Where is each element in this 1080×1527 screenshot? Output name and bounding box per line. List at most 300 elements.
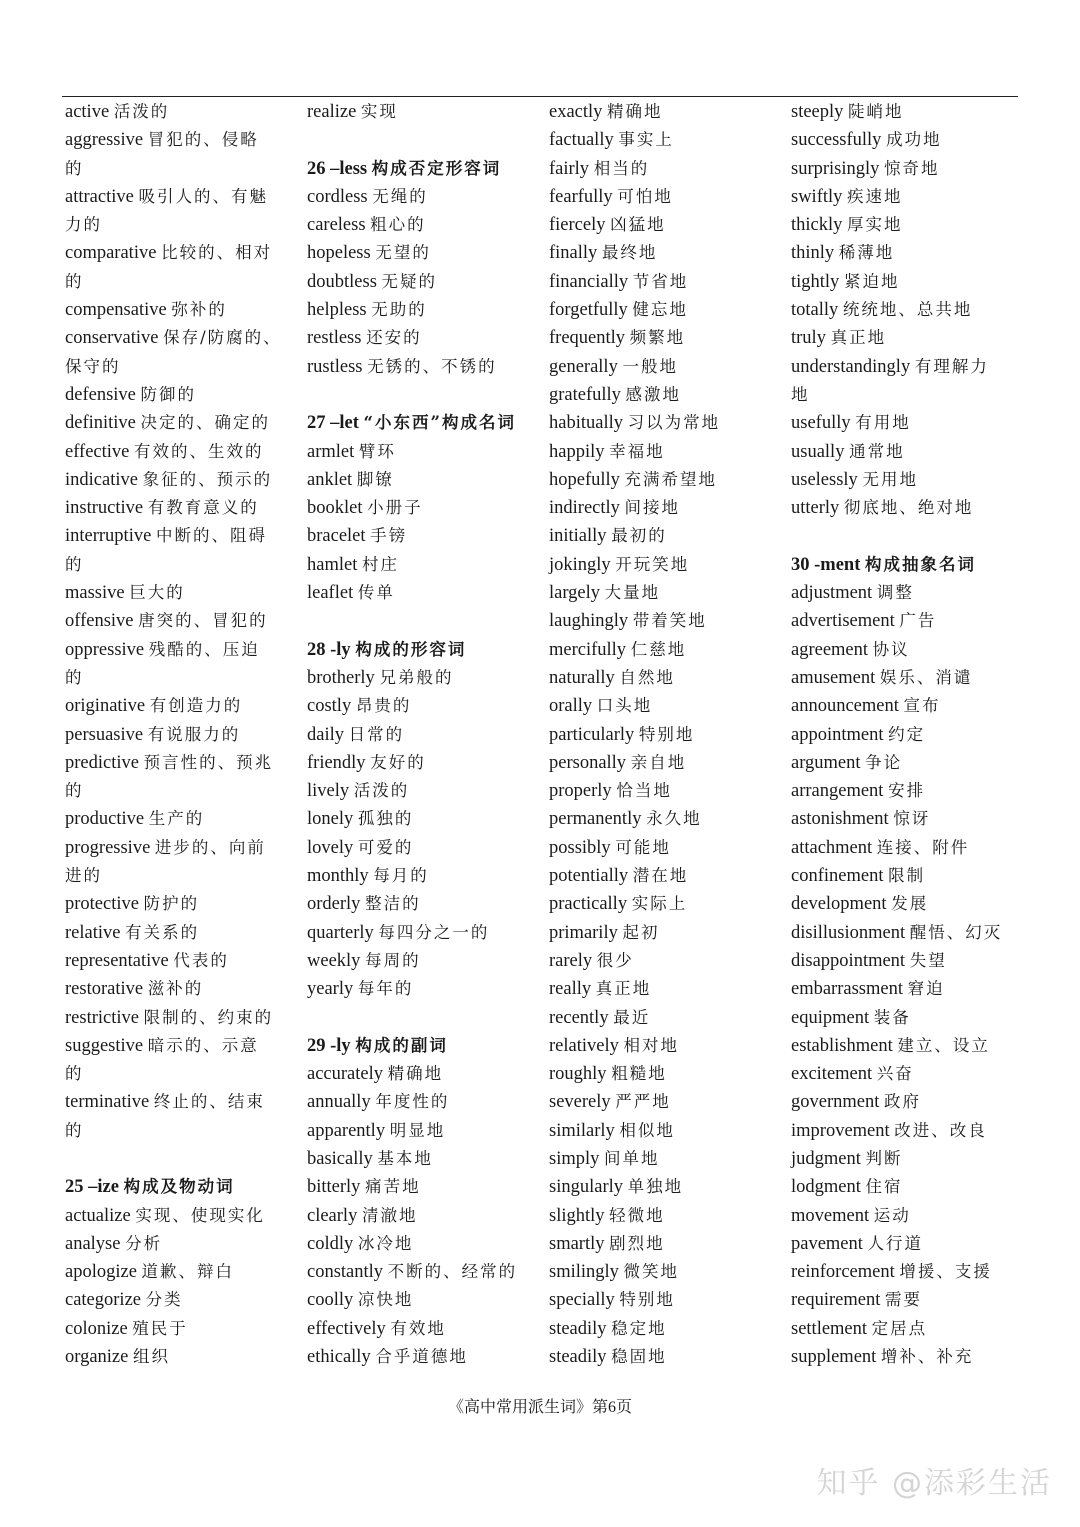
word-entry — [65, 1286, 301, 1314]
english-word: argument — [791, 752, 861, 773]
english-word: fairly — [549, 158, 590, 179]
english-word: defensive — [65, 384, 136, 405]
word-entry — [791, 664, 1023, 692]
entry-continuation — [65, 353, 301, 381]
chinese-meaning: 无疑的 — [381, 271, 438, 291]
chinese-meaning: 残酷的、压迫 — [148, 639, 260, 659]
english-word: properly — [549, 781, 612, 802]
word-entry — [791, 324, 1023, 352]
word-entry — [791, 1315, 1023, 1343]
english-word: effectively — [307, 1318, 386, 1339]
word-entry — [307, 494, 543, 522]
word-entry — [549, 98, 785, 126]
word-entry — [549, 890, 785, 918]
chinese-meaning: 剧烈地 — [609, 1233, 665, 1253]
chinese-meaning: 事实上 — [618, 130, 674, 150]
chinese-meaning: 口头地 — [596, 696, 653, 716]
english-word: astonishment — [791, 809, 889, 830]
section-title: 构成及物动词 — [123, 1177, 235, 1197]
entry-continuation — [65, 1060, 301, 1088]
column-3 — [549, 98, 785, 1371]
chinese-meaning: 约定 — [888, 724, 926, 744]
word-entry — [65, 834, 301, 862]
section-title: 构成的形容词 — [355, 639, 467, 659]
word-entry — [307, 805, 543, 833]
word-entry — [549, 353, 785, 381]
word-entry — [307, 664, 543, 692]
english-word: surprisingly — [791, 158, 880, 179]
word-entry — [549, 381, 785, 409]
word-entry — [791, 296, 1023, 324]
word-entry — [791, 692, 1023, 720]
english-word: categorize — [65, 1290, 141, 1311]
english-word: possibly — [549, 837, 611, 858]
chinese-meaning: 无锈的、不锈的 — [367, 356, 497, 376]
word-entry — [65, 98, 301, 126]
english-word: conservative — [65, 328, 159, 349]
word-entry — [549, 1202, 785, 1230]
word-entry — [65, 721, 301, 749]
word-entry — [549, 239, 785, 267]
word-entry — [307, 1286, 543, 1314]
word-entry — [307, 239, 543, 267]
english-word: clearly — [307, 1205, 358, 1226]
english-word: brotherly — [307, 667, 375, 688]
chinese-meaning: 娱乐、消谴 — [879, 667, 973, 687]
english-word: agreement — [791, 639, 869, 660]
chinese-meaning: 兄弟般的 — [379, 667, 454, 687]
chinese-meaning: 弥补的 — [171, 300, 227, 320]
chinese-meaning: 基本地 — [377, 1148, 433, 1168]
top-rule — [62, 96, 1018, 97]
english-word: settlement — [791, 1318, 868, 1339]
chinese-meaning: 限制 — [888, 866, 926, 886]
chinese-meaning: 有用地 — [855, 413, 911, 433]
word-entry — [65, 1258, 301, 1286]
english-word: understandingly — [791, 356, 911, 377]
word-entry — [549, 607, 785, 635]
section-number: 26 –less — [307, 158, 368, 179]
chinese-meaning: 争论 — [865, 752, 903, 772]
chinese-meaning: 臂环 — [358, 441, 396, 461]
section-heading — [65, 1173, 301, 1201]
english-word: careless — [307, 215, 366, 236]
blank-line — [307, 1004, 543, 1032]
chinese-meaning: 还安的 — [366, 328, 422, 348]
english-word: successfully — [791, 130, 882, 151]
chinese-meaning: 地 — [791, 384, 810, 404]
chinese-meaning: 习以为常地 — [627, 413, 721, 433]
word-entry — [65, 438, 301, 466]
word-entry — [65, 1343, 301, 1371]
english-word: bitterly — [307, 1177, 361, 1198]
word-entry — [307, 438, 543, 466]
english-word: originative — [65, 696, 146, 717]
chinese-meaning: 的 — [65, 158, 84, 178]
word-entry — [549, 834, 785, 862]
english-word: largely — [549, 583, 601, 604]
chinese-meaning: 感激地 — [625, 384, 682, 404]
chinese-meaning: 自然地 — [619, 667, 675, 687]
word-entry — [549, 862, 785, 890]
word-entry — [65, 579, 301, 607]
english-word: reinforcement — [791, 1262, 895, 1283]
chinese-meaning: 微笑地 — [623, 1262, 680, 1282]
word-entry — [65, 1032, 301, 1060]
word-entry — [549, 1117, 785, 1145]
word-entry — [65, 494, 301, 522]
chinese-meaning: 凶猛地 — [610, 215, 666, 235]
word-entry — [549, 1315, 785, 1343]
word-entry — [791, 975, 1023, 1003]
section-number: 30 -ment — [791, 554, 861, 575]
chinese-meaning: 村庄 — [361, 554, 399, 574]
english-word: coldly — [307, 1233, 354, 1254]
chinese-meaning: 清澈地 — [361, 1205, 418, 1225]
english-word: primarily — [549, 922, 618, 943]
english-word: movement — [791, 1205, 870, 1226]
chinese-meaning: 每月的 — [373, 866, 429, 886]
word-entry — [549, 1088, 785, 1116]
chinese-meaning: 大量地 — [604, 583, 661, 603]
chinese-meaning: 一般地 — [622, 356, 678, 376]
blank-line — [307, 381, 543, 409]
chinese-meaning: 惊奇地 — [884, 158, 940, 178]
chinese-meaning: 定居点 — [871, 1318, 928, 1338]
word-entry — [791, 890, 1023, 918]
english-word: factually — [549, 130, 614, 151]
blank-line — [791, 522, 1023, 550]
chinese-meaning: 调整 — [876, 583, 914, 603]
chinese-meaning: 充满希望地 — [624, 469, 718, 489]
english-word: offensive — [65, 611, 134, 632]
chinese-meaning: 间接地 — [624, 498, 681, 518]
english-word: hamlet — [307, 554, 358, 575]
english-word: smilingly — [549, 1262, 619, 1283]
chinese-meaning: 进步的、向前 — [154, 837, 266, 857]
chinese-meaning: 暗示的、示意 — [147, 1035, 259, 1055]
chinese-meaning: 恰当地 — [616, 781, 672, 801]
english-word: relative — [65, 922, 121, 943]
chinese-meaning: 殖民于 — [132, 1318, 188, 1338]
chinese-meaning: 进的 — [65, 866, 102, 886]
english-word: hopeless — [307, 243, 371, 264]
english-word: thickly — [791, 215, 843, 236]
word-entry — [549, 1286, 785, 1314]
chinese-meaning: 疾速地 — [847, 186, 903, 206]
english-word: truly — [791, 328, 826, 349]
english-word: mercifully — [549, 639, 627, 660]
english-word: friendly — [307, 752, 366, 773]
page-footer: 《高中常用派生词》第6页 — [447, 1399, 632, 1416]
chinese-meaning: 连接、附件 — [876, 837, 970, 857]
english-word: similarly — [549, 1120, 615, 1141]
word-entry — [791, 268, 1023, 296]
chinese-meaning: 增援、支援 — [899, 1262, 992, 1282]
column-2 — [307, 98, 543, 1371]
english-word: fearfully — [549, 186, 613, 207]
word-entry — [791, 1004, 1023, 1032]
word-entry — [307, 777, 543, 805]
english-word: helpless — [307, 300, 367, 321]
chinese-meaning: 兴奋 — [876, 1064, 914, 1084]
chinese-meaning: 成功地 — [886, 130, 942, 150]
word-entry — [791, 98, 1023, 126]
word-entry — [307, 183, 543, 211]
word-entry — [791, 862, 1023, 890]
english-word: government — [791, 1092, 880, 1113]
chinese-meaning: 每四分之一的 — [378, 922, 490, 942]
word-entry — [307, 522, 543, 550]
word-entry — [791, 1060, 1023, 1088]
word-entry — [307, 834, 543, 862]
chinese-meaning: 特别地 — [619, 1290, 675, 1310]
english-word: requirement — [791, 1290, 881, 1311]
word-entry — [549, 1343, 785, 1371]
english-word: announcement — [791, 696, 899, 717]
english-word: bracelet — [307, 526, 366, 547]
chinese-meaning: 特别地 — [638, 724, 695, 744]
chinese-meaning: 很少 — [596, 950, 634, 970]
chinese-meaning: 分类 — [145, 1290, 183, 1310]
english-word: oppressive — [65, 639, 145, 660]
chinese-meaning: 相似地 — [619, 1120, 675, 1140]
word-entry — [307, 1343, 543, 1371]
chinese-meaning: 无用地 — [862, 469, 918, 489]
english-word: orally — [549, 696, 593, 717]
chinese-meaning: 起初 — [622, 922, 660, 942]
chinese-meaning: 代表的 — [173, 950, 229, 970]
word-entry — [65, 1202, 301, 1230]
chinese-meaning: 有创造力的 — [149, 696, 243, 716]
chinese-meaning: 健忘地 — [632, 300, 688, 320]
chinese-meaning: 组织 — [132, 1347, 170, 1367]
english-word: recently — [549, 1007, 609, 1028]
chinese-meaning: 广告 — [899, 611, 937, 631]
chinese-meaning: 政府 — [884, 1092, 921, 1112]
chinese-meaning: 通常地 — [849, 441, 905, 461]
entry-continuation — [65, 1117, 301, 1145]
word-entry — [307, 947, 543, 975]
word-entry — [65, 890, 301, 918]
chinese-meaning: 仁慈地 — [630, 639, 687, 659]
word-entry — [791, 1173, 1023, 1201]
english-word: thinly — [791, 243, 835, 264]
word-entry — [65, 1004, 301, 1032]
word-entry — [65, 919, 301, 947]
word-entry — [65, 805, 301, 833]
chinese-meaning: 的 — [65, 554, 84, 574]
section-heading — [307, 409, 543, 437]
chinese-meaning: 亲自地 — [630, 752, 687, 772]
chinese-meaning: 滋补的 — [147, 979, 204, 999]
chinese-meaning: 无助的 — [371, 300, 427, 320]
chinese-meaning: 紧迫地 — [843, 271, 900, 291]
word-entry — [65, 947, 301, 975]
english-word: steadily — [549, 1318, 607, 1339]
english-word: naturally — [549, 667, 615, 688]
chinese-meaning: 最终地 — [601, 243, 658, 263]
entry-continuation — [65, 551, 301, 579]
word-entry — [791, 438, 1023, 466]
word-entry — [65, 466, 301, 494]
word-entry — [307, 721, 543, 749]
chinese-meaning: 可爱的 — [357, 837, 414, 857]
entry-continuation — [65, 268, 301, 296]
english-word: accurately — [307, 1064, 383, 1085]
word-entry — [307, 296, 543, 324]
word-entry — [791, 607, 1023, 635]
chinese-meaning: 窘迫 — [907, 979, 945, 999]
english-word: pavement — [791, 1233, 863, 1254]
english-word: lodgment — [791, 1177, 861, 1198]
english-word: anklet — [307, 469, 353, 490]
chinese-meaning: 可怕地 — [617, 186, 673, 206]
chinese-meaning: 轻微地 — [609, 1205, 665, 1225]
english-word: quarterly — [307, 922, 374, 943]
english-word: improvement — [791, 1120, 890, 1141]
english-word: appointment — [791, 724, 884, 745]
word-entry — [549, 1145, 785, 1173]
section-number: 29 -ly — [307, 1035, 351, 1056]
chinese-meaning: 凉快地 — [357, 1290, 414, 1310]
english-word: equipment — [791, 1007, 870, 1028]
english-word: comparative — [65, 243, 157, 264]
english-word: swiftly — [791, 186, 843, 207]
english-word: colonize — [65, 1318, 128, 1339]
chinese-meaning: 巨大的 — [129, 583, 185, 603]
section-number: 27 –let — [307, 413, 359, 434]
word-entry — [549, 777, 785, 805]
english-word: frequently — [549, 328, 626, 349]
word-entry — [791, 1117, 1023, 1145]
word-entry — [791, 211, 1023, 239]
english-word: amusement — [791, 667, 876, 688]
english-word: slightly — [549, 1205, 605, 1226]
section-title: “小东西”构成名词 — [363, 413, 516, 433]
word-entry — [307, 1088, 543, 1116]
chinese-meaning: 建立、设立 — [897, 1035, 990, 1055]
english-word: attractive — [65, 186, 134, 207]
word-entry — [307, 211, 543, 239]
english-word: specially — [549, 1290, 615, 1311]
english-word: uselessly — [791, 469, 858, 490]
english-word: massive — [65, 583, 125, 604]
english-word: organize — [65, 1347, 129, 1368]
chinese-meaning: 有说服力的 — [147, 724, 241, 744]
word-entry — [791, 494, 1023, 522]
chinese-meaning: 频繁地 — [629, 328, 686, 348]
chinese-meaning: 无绳的 — [372, 186, 428, 206]
word-entry — [65, 607, 301, 635]
english-word: definitive — [65, 413, 136, 434]
word-entry — [549, 947, 785, 975]
section-title: 构成否定形容词 — [371, 158, 502, 178]
chinese-meaning: 终止的、结束 — [153, 1092, 265, 1112]
word-entry — [549, 721, 785, 749]
blank-line — [307, 126, 543, 154]
word-entry — [549, 636, 785, 664]
word-entry — [791, 1202, 1023, 1230]
word-entry — [791, 353, 1023, 381]
column-1 — [65, 98, 301, 1371]
chinese-meaning: 失望 — [909, 950, 947, 970]
chinese-meaning: 发展 — [891, 894, 929, 914]
chinese-meaning: 节省地 — [632, 271, 689, 291]
chinese-meaning: 严严地 — [615, 1092, 671, 1112]
chinese-meaning: 相对地 — [623, 1035, 679, 1055]
word-entry — [307, 324, 543, 352]
word-entry — [307, 1315, 543, 1343]
chinese-meaning: 粗心的 — [370, 215, 426, 235]
english-word: terminative — [65, 1092, 150, 1113]
chinese-meaning: 预言性的、预兆 — [143, 752, 274, 772]
english-word: cordless — [307, 186, 368, 207]
chinese-meaning: 安排 — [888, 781, 926, 801]
english-word: analyse — [65, 1233, 121, 1254]
chinese-meaning: 改进、改良 — [894, 1120, 987, 1140]
chinese-meaning: 开玩笑地 — [615, 554, 690, 574]
english-word: severely — [549, 1092, 611, 1113]
chinese-meaning: 手镑 — [370, 526, 408, 546]
english-word: leaflet — [307, 583, 354, 604]
chinese-meaning: 活泼的 — [353, 781, 410, 801]
chinese-meaning: 的 — [65, 1064, 84, 1084]
word-entry — [65, 409, 301, 437]
word-entry — [791, 579, 1023, 607]
english-word: establishment — [791, 1035, 893, 1056]
chinese-meaning: 的 — [65, 1120, 84, 1140]
english-word: progressive — [65, 837, 151, 858]
word-entry — [549, 183, 785, 211]
entry-continuation — [65, 664, 301, 692]
chinese-meaning: 有理解力 — [914, 356, 989, 376]
english-word: gratefully — [549, 384, 621, 405]
word-entry — [791, 1230, 1023, 1258]
chinese-meaning: 带着笑地 — [632, 611, 707, 631]
word-entry — [791, 1286, 1023, 1314]
english-word: fiercely — [549, 215, 606, 236]
chinese-meaning: 保存/防腐的、 — [163, 328, 282, 348]
chinese-meaning: 陡峭地 — [848, 102, 904, 121]
blank-line — [307, 607, 543, 635]
word-entry — [307, 1202, 543, 1230]
english-word: rarely — [549, 950, 593, 971]
chinese-meaning: 的 — [65, 271, 84, 291]
chinese-meaning: 道歉、辩白 — [141, 1262, 235, 1282]
english-word: restless — [307, 328, 362, 349]
english-word: happily — [549, 441, 605, 462]
word-entry — [549, 975, 785, 1003]
english-word: jokingly — [549, 554, 611, 575]
chinese-meaning: 有效地 — [390, 1318, 446, 1338]
word-entry — [549, 296, 785, 324]
chinese-meaning: 运动 — [873, 1205, 911, 1225]
chinese-meaning: 协议 — [872, 639, 910, 659]
entry-continuation — [65, 155, 301, 183]
chinese-meaning: 稳定地 — [611, 1318, 667, 1338]
english-word: supplement — [791, 1347, 877, 1368]
chinese-meaning: 昂贵的 — [355, 696, 412, 716]
english-word: predictive — [65, 752, 139, 773]
english-word: productive — [65, 809, 145, 830]
word-entry — [65, 522, 301, 550]
english-word: finally — [549, 243, 598, 264]
chinese-meaning: 醒悟、幻灭 — [909, 922, 1003, 942]
chinese-meaning: 精确地 — [387, 1064, 444, 1084]
word-entry — [791, 126, 1023, 154]
word-entry — [65, 1315, 301, 1343]
